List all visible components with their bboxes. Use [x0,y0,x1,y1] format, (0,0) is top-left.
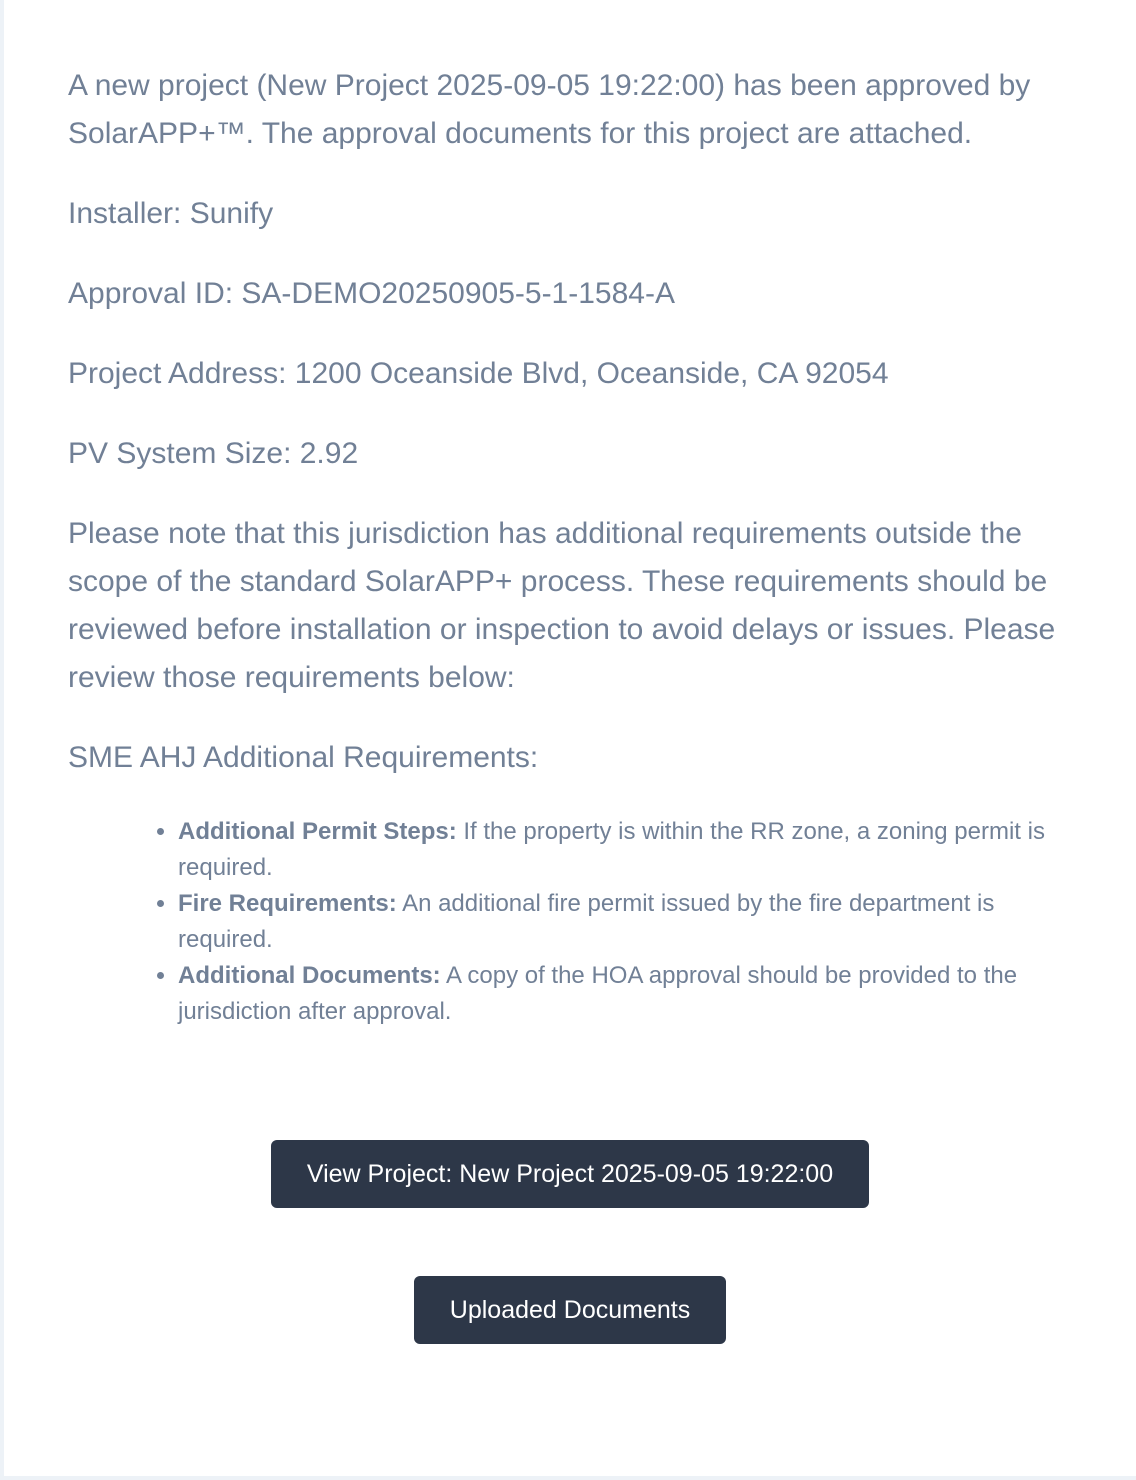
requirements-note: Please note that this jurisdiction has additional requirements outside the scope of the standard SolarAPP+ process. These requirements should be reviewed before installation or inspection to avoid delays or issues. Please review those requirements below: [68,517,1056,694]
email-body [68,62,1088,1030]
requirement-text: An additional fire permit issued by the fire department is required. [178,890,995,953]
requirement-text: A copy of the HOA approval should be provided to the jurisdiction after approval. [178,962,1018,1025]
list-item [178,958,1088,1030]
requirement-label: Additional Permit Steps: [178,818,457,845]
list-item [178,814,1088,886]
requirement-label: Additional Documents: [178,962,441,989]
uploaded-documents-row [4,1276,1136,1344]
requirement-text: If the property is within the RR zone, a zoning permit is required. [178,818,1045,881]
pv-system-size-line: PV System Size: 2.92 [68,437,359,470]
project-address-line: Project Address: 1200 Oceanside Blvd, Oceanside, CA 92054 [68,357,889,390]
list-item [178,886,1088,958]
view-project-row [4,1140,1136,1208]
requirements-heading: SME AHJ Additional Requirements: [68,741,539,774]
approval-id-line: Approval ID: SA-DEMO20250905-5-1-1584-A [68,277,675,310]
installer-line: Installer: Sunify [68,197,274,230]
intro-paragraph: A new project (New Project 2025-09-05 19:22:00) has been approved by SolarAPP+™. The approval documents for this project are attached. [68,69,1031,150]
uploaded-documents-button[interactable]: Uploaded Documents [414,1276,726,1344]
requirement-label: Fire Requirements: [178,890,397,917]
email-card [4,0,1136,1476]
view-project-button[interactable]: View Project: New Project 2025-09-05 19:22:00 [271,1140,869,1208]
requirements-list [68,814,1088,1030]
